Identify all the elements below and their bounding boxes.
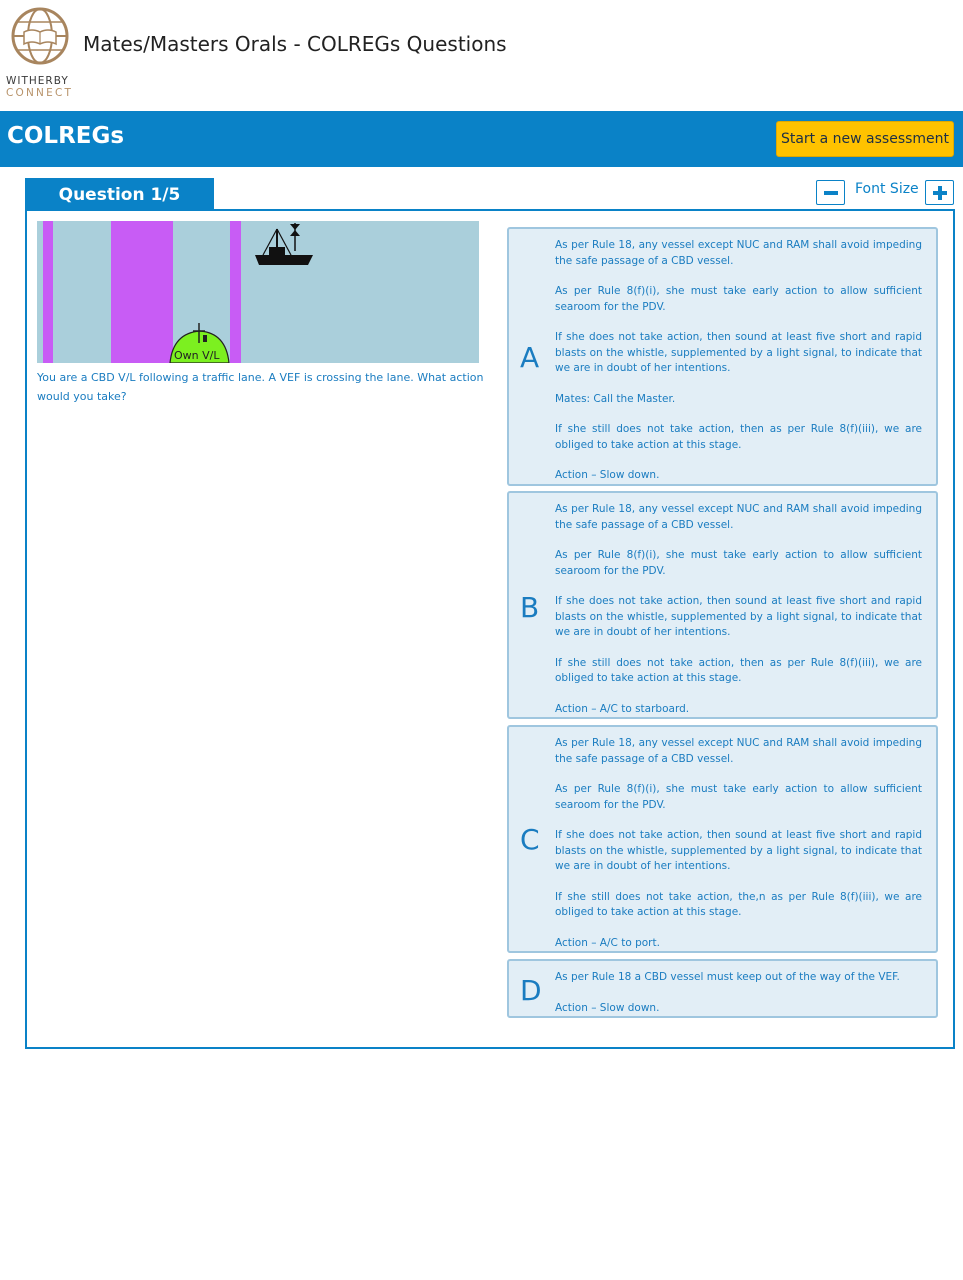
- globe-book-icon: [10, 6, 70, 68]
- logo-text-connect: CONNECT: [6, 87, 74, 99]
- answer-text: [555, 238, 922, 484]
- answer-paragraph: As per Rule 18, any vessel except NUC and RAM shall avoid impeding the safe passage of a CBD vessel.: [555, 503, 922, 531]
- answer-paragraph: If she does not take action, then sound at least five short and rapid blasts on the whistle, supplemented by a light signal, to indicate that we are in doubt of her intentions.: [555, 595, 922, 638]
- sea-background: [37, 221, 479, 363]
- traffic-lane-boundary: [43, 221, 53, 363]
- witherby-connect-logo[interactable]: [6, 6, 76, 99]
- answer-paragraph: As per Rule 8(f)(i), she must take early action to allow sufficient searoom for the PDV.: [555, 549, 922, 577]
- answer-paragraph: If she still does not take action, then as per Rule 8(f)(iii), we are obliged to take action at this stage.: [555, 656, 922, 684]
- header: [0, 0, 963, 111]
- answer-letter: C: [520, 823, 540, 856]
- answer-text: [555, 970, 922, 1016]
- answer-letter: B: [520, 591, 540, 624]
- question-counter-tab: Question 1/5: [25, 178, 214, 211]
- scenario-illustration: [37, 221, 479, 363]
- answer-paragraph: As per Rule 8(f)(i), she must take early action to allow sufficient searoom for the PDV.: [555, 783, 922, 811]
- answer-option-c[interactable]: [507, 725, 938, 953]
- separation-zone: [111, 221, 173, 363]
- minus-icon: [824, 191, 838, 195]
- question-text: You are a CBD V/L following a traffic lane. A VEF is crossing the lane. What action would you take?: [37, 371, 484, 403]
- answer-paragraph: If she does not take action, then sound at least five short and rapid blasts on the whistle, supplemented by a light signal, to indicate that we are in doubt of her intentions.: [555, 829, 922, 872]
- own-vessel-label: Own V/L: [174, 349, 220, 362]
- answer-letter: D: [520, 974, 542, 1007]
- answer-paragraph: Action – Slow down.: [555, 469, 660, 481]
- font-size-increase-button[interactable]: [925, 180, 954, 205]
- answer-letter: A: [520, 341, 540, 374]
- answer-paragraph: Mates: Call the Master.: [555, 392, 676, 405]
- answer-paragraph: Action – A/C to starboard.: [555, 702, 690, 715]
- traffic-lane-boundary: [230, 221, 241, 363]
- font-size-label: Font Size: [855, 181, 919, 197]
- answer-paragraph: As per Rule 8(f)(i), she must take early action to allow sufficient searoom for the PDV.: [555, 285, 922, 313]
- answer-option-b[interactable]: [507, 491, 938, 719]
- section-header-bar: [0, 111, 963, 167]
- font-size-decrease-button[interactable]: [816, 180, 845, 205]
- answer-paragraph: If she still does not take action, the,n as per Rule 8(f)(iii), we are obliged to take action at this stage.: [555, 890, 922, 918]
- answer-option-d[interactable]: [507, 959, 938, 1018]
- answer-paragraph: If she does not take action, then sound at least five short and rapid blasts on the whistle, supplemented by a light signal, to indicate that we are in doubt of her intentions.: [555, 331, 922, 374]
- answer-paragraph: As per Rule 18 a CBD vessel must keep out of the way of the VEF.: [555, 971, 900, 983]
- answer-option-a[interactable]: [507, 227, 938, 486]
- app-title: Mates/Masters Orals - COLREGs Questions: [83, 32, 507, 56]
- logo-text-witherby: WITHERBY: [6, 75, 69, 87]
- answer-paragraph: Action – Slow down.: [555, 1001, 660, 1014]
- answer-paragraph: Action – A/C to port.: [555, 936, 660, 949]
- answer-paragraph: As per Rule 18, any vessel except NUC and RAM shall avoid impeding the safe passage of a CBD vessel.: [555, 737, 922, 765]
- answer-paragraph: As per Rule 18, any vessel except NUC and RAM shall avoid impeding the safe passage of a CBD vessel.: [555, 239, 922, 267]
- answer-paragraph: If she still does not take action, then as per Rule 8(f)(iii), we are obliged to take action at this stage.: [555, 423, 922, 451]
- answer-text: [555, 502, 922, 717]
- answer-text: [555, 736, 922, 951]
- start-new-assessment-button[interactable]: Start a new assessment: [776, 121, 954, 157]
- section-title: COLREGs: [7, 123, 125, 149]
